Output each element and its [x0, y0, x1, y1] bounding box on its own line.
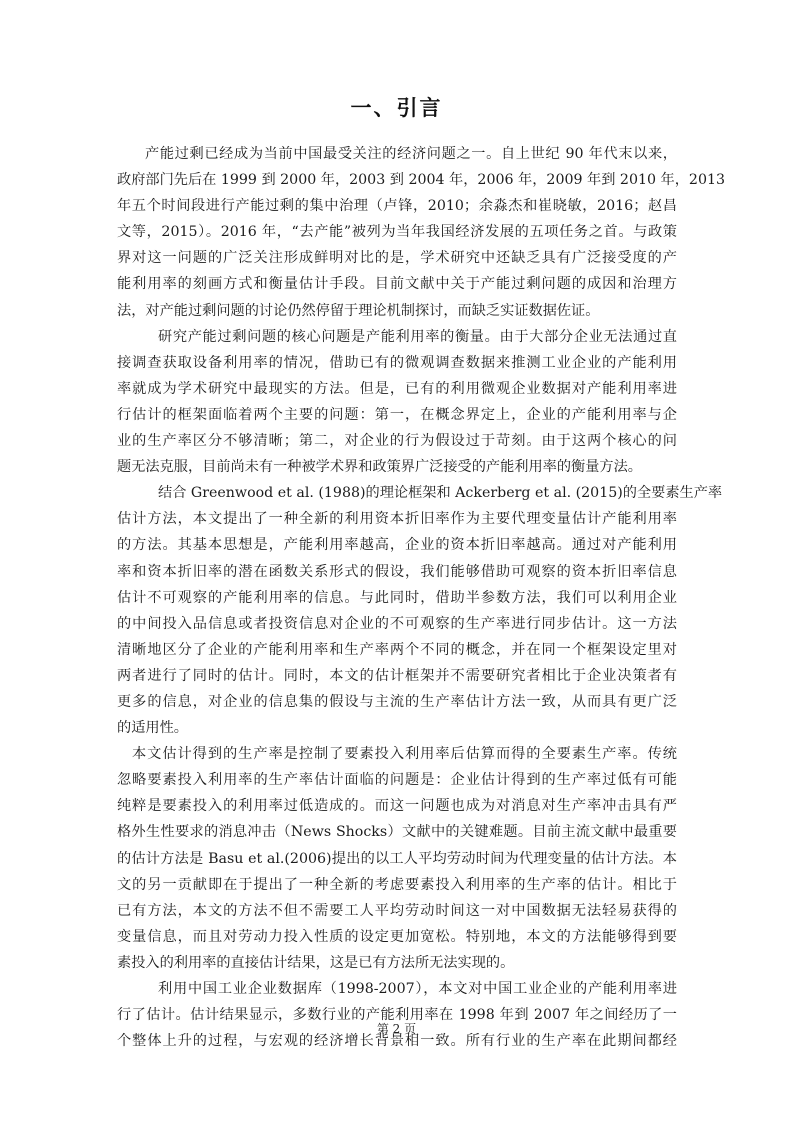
text-line: 年五个时间段进行产能过剩的集中治理（卢锋，2010；余淼杰和崔晓敏，2016；赵昌: [117, 198, 677, 215]
text-line: 更多的信息，对企业的信息集的假设与主流的生产率估计方法一致，从而具有更广泛: [117, 693, 677, 710]
text-line: 的估计方法是 Basu et al.(2006)提出的以工人平均劳动时间为代理变量的估计方法。本: [117, 850, 677, 867]
section-heading: 一、引言: [350, 96, 443, 120]
text-line: 接调查获取设备利用率的情况，借助已有的微观调查数据来推测工业企业的产能利用: [117, 354, 677, 371]
text-line: 两者进行了同时的估计。同时，本文的估计框架并不需要研究者相比于企业决策者有: [117, 667, 677, 684]
text-line: 本文估计得到的生产率是控制了要素投入利用率后估算而得的全要素生产率。传统: [132, 746, 677, 763]
text-line: 产能过剩已经成为当前中国最受关注的经济问题之一。自上世纪 90 年代末以来，: [145, 146, 677, 162]
text-line: 清晰地区分了企业的产能利用率和生产率两个不同的概念，并在同一个框架设定里对: [117, 641, 677, 658]
text-line: 估计方法，本文提出了一种全新的利用资本折旧率作为主要代理变量估计产能利用率: [117, 511, 677, 528]
text-line: 文等，2015）。2016 年，“去产能”被列为当年我国经济发展的五项任务之首。与政策: [117, 224, 677, 241]
text-line: 纯粹是要素投入的利用率过低造成的。而这一问题也成为对消息对生产率冲击具有严: [117, 798, 677, 815]
text-line: 法，对产能过剩问题的讨论仍然停留于理论机制探讨，而缺乏实证数据佐证。: [117, 302, 600, 319]
text-line: 利用中国工业企业数据库（1998-2007），本文对中国工业企业的产能利用率进: [158, 981, 677, 997]
text-line: 行估计的框架面临着两个主要的问题：第一，在概念界定上，企业的产能利用率与企: [117, 406, 677, 423]
text-line: 能利用率的刻画方式和衡量估计手段。目前文献中关于产能过剩问题的成因和治理方: [117, 276, 677, 293]
text-line: 界对这一问题的广泛关注形成鲜明对比的是，学术研究中还缺乏具有广泛接受度的产: [117, 250, 677, 267]
text-line: 个整体上升的过程，与宏观的经济增长背景相一致。所有行业的生产率在此期间都经: [117, 1033, 677, 1050]
text-line: 的方法。其基本思想是，产能利用率越高，企业的资本折旧率越高。通过对产能利用: [117, 537, 677, 554]
text-line: 行了估计。估计结果显示，多数行业的产能利用率在 1998 年到 2007 年之间经历了一: [117, 1007, 677, 1024]
text-line: 题无法克服，目前尚未有一种被学术界和政策界广泛接受的产能利用率的衡量方法。: [117, 459, 642, 476]
paragraph-1: [117, 141, 726, 324]
page-number: 第 2 页: [376, 1022, 417, 1036]
text-line: 业的生产率区分不够清晰；第二，对企业的行为假设过于苛刻。由于这两个核心的问: [117, 433, 677, 450]
text-line: 文的另一贡献即在于提出了一种全新的考虑要素投入利用率的生产率的估计。相比于: [117, 876, 677, 893]
text-line: 素投入的利用率的直接估计结果，这是已有方法所无法实现的。: [117, 954, 515, 971]
paragraph-5: [117, 976, 677, 1054]
text-line: 研究产能过剩问题的核心问题是产能利用率的衡量。由于大部分企业无法通过直: [158, 328, 677, 345]
text-line: 率就成为学术研究中最现实的方法。但是，已有的利用微观企业数据对产能利用率进: [117, 380, 677, 397]
text-line: 已有方法，本文的方法不但不需要工人平均劳动时间这一对中国数据无法轻易获得的: [117, 902, 677, 919]
text-line: 政府部门先后在 1999 到 2000 年，2003 到 2004 年，2006 年，2009 年到 2010 年，2013: [117, 172, 726, 189]
text-line: 率和资本折旧率的潜在函数关系形式的假设，我们能够借助可观察的资本折旧率信息: [117, 563, 677, 580]
paragraph-4: [117, 741, 677, 976]
text-line: 的中间投入品信息或者投资信息对企业的不可观察的生产率进行同步估计。这一方法: [117, 615, 677, 632]
body-text: [117, 141, 726, 1054]
text-line: 忽略要素投入利用率的生产率估计面临的问题是：企业估计得到的生产率过低有可能: [117, 772, 677, 789]
paragraph-2: [117, 324, 677, 481]
text-line: 结合 Greenwood et al. (1988)的理论框架和 Ackerberg et al. (2015)的全要素生产率: [158, 485, 723, 502]
text-line: 估计不可观察的产能利用率的信息。与此同时，借助半参数方法，我们可以利用企业: [117, 589, 677, 606]
text-line: 格外生性要求的消息冲击（News Shocks）文献中的关键难题。目前主流文献中最重要: [117, 824, 677, 841]
paragraph-3: [117, 480, 723, 741]
text-line: 变量信息，而且对劳动力投入性质的设定更加宽松。特别地，本文的方法能够得到要: [117, 928, 677, 945]
text-line: 的适用性。: [117, 720, 188, 737]
